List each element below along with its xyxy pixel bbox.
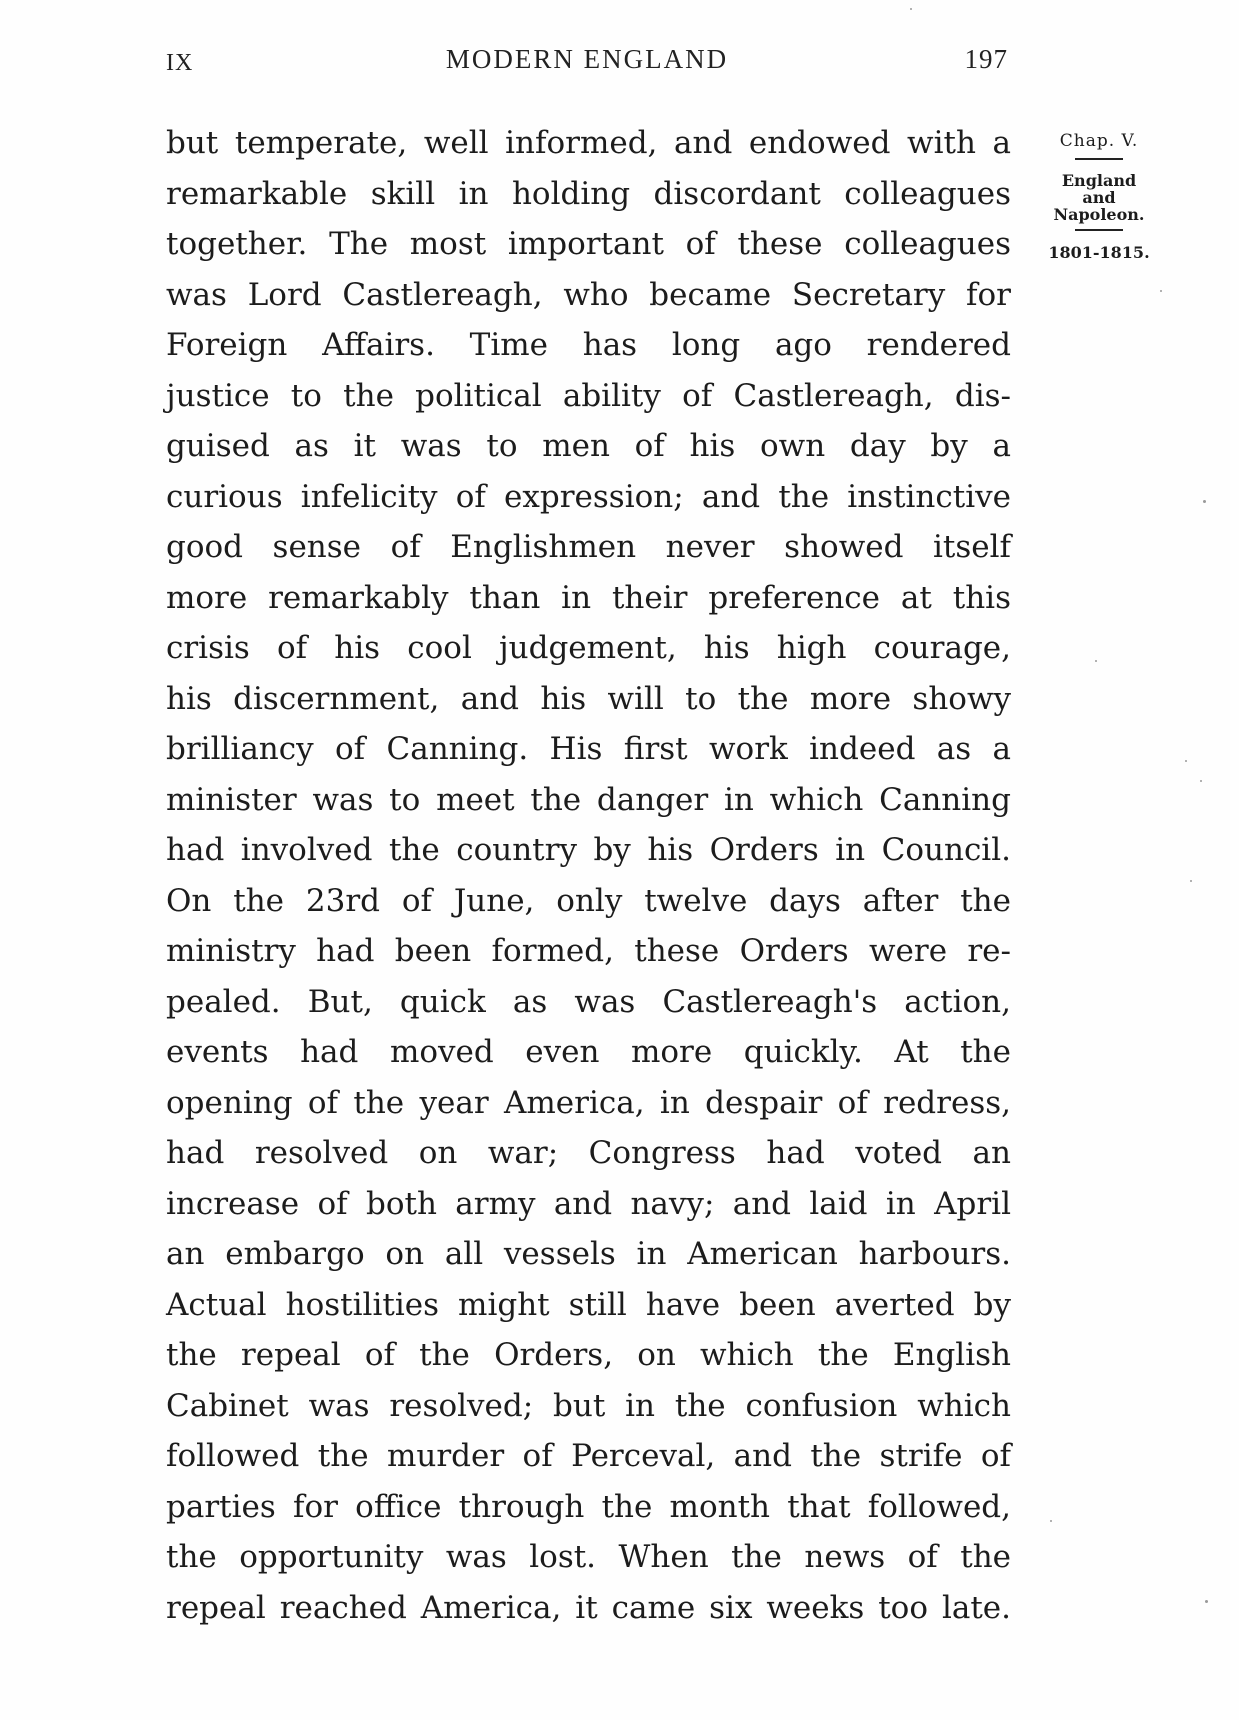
sidenote-chapter: Chap. V.	[1059, 131, 1139, 151]
sidenote-subject-line: Napoleon.	[1053, 205, 1145, 224]
print-speck	[1203, 500, 1206, 503]
text-line: justice to the political ability of Castlereagh, dis-	[166, 377, 1011, 414]
margin-sidenote	[1038, 124, 1160, 262]
text-line: pealed. But, quick as was Castlereagh's action,	[166, 983, 1011, 1020]
running-title: MODERN ENGLAND	[445, 44, 729, 74]
text-line: the repeal of the Orders, on which the English	[166, 1337, 1011, 1373]
text-line: remarkable skill in holding discordant colleagues	[166, 175, 1011, 212]
text-line: Actual hostilities might still have been averted by	[166, 1286, 1011, 1323]
text-line: crisis of his cool judgement, his high courage,	[166, 630, 1011, 666]
body-text	[166, 118, 1011, 1633]
print-speck	[1190, 880, 1192, 882]
print-speck	[1185, 760, 1187, 762]
text-line: but temperate, well informed, and endowed with a	[166, 125, 1011, 161]
text-line: together. The most important of these colleagues	[166, 226, 1011, 262]
text-line: opening of the year America, in despair of redress,	[166, 1084, 1011, 1121]
text-line: repeal reached America, it came six weeks too late.	[166, 1589, 1011, 1626]
print-speck	[1160, 290, 1162, 292]
text-line: minister was to meet the danger in which Canning	[166, 781, 1011, 818]
text-line: Foreign Affairs. Time has long ago rendered	[166, 327, 1011, 363]
sidenote-subject-line: England	[1061, 171, 1137, 190]
text-line: good sense of Englishmen never showed itself	[166, 529, 1011, 565]
print-speck	[1095, 660, 1097, 662]
sidenote-dates: 1801-1815.	[1048, 243, 1150, 262]
text-line: Cabinet was resolved; but in the confusion which	[166, 1387, 1011, 1424]
text-line: the opportunity was lost. When the news of the	[166, 1539, 1011, 1575]
text-line: ministry had been formed, these Orders were re-	[166, 933, 1011, 969]
sidenote-subject	[1038, 160, 1160, 229]
text-line: increase of both army and navy; and laid in April	[166, 1185, 1011, 1222]
text-line: more remarkably than in their preference at this	[166, 579, 1011, 616]
text-line: was Lord Castlereagh, who became Secretary for	[166, 276, 1011, 313]
print-speck	[1200, 780, 1202, 782]
text-line: On the 23rd of June, only twelve days after the	[166, 882, 1011, 919]
print-speck	[1050, 1520, 1052, 1522]
text-line: followed the murder of Perceval, and the strife of	[166, 1438, 1011, 1474]
text-line: guised as it was to men of his own day by a	[166, 428, 1011, 464]
text-line: an embargo on all vessels in American harbours.	[166, 1236, 1011, 1272]
text-line: had resolved on war; Congress had voted an	[166, 1135, 1011, 1171]
sidenote-subject-line: and	[1082, 188, 1116, 207]
text-line: events had moved even more quickly. At the	[166, 1034, 1011, 1070]
text-line: parties for office through the month that followed,	[166, 1488, 1011, 1525]
text-line: curious infelicity of expression; and the instinctive	[166, 478, 1011, 515]
text-line: his discernment, and his will to the more showy	[166, 680, 1011, 717]
text-line: brilliancy of Canning. His first work indeed as a	[166, 731, 1011, 767]
page-number: 197	[964, 44, 1008, 74]
text-line: had involved the country by his Orders in Council.	[166, 832, 1011, 868]
print-speck	[1205, 1600, 1208, 1603]
chapter-numeral: IX	[166, 50, 194, 76]
print-speck	[910, 8, 912, 10]
running-header	[166, 44, 1008, 84]
